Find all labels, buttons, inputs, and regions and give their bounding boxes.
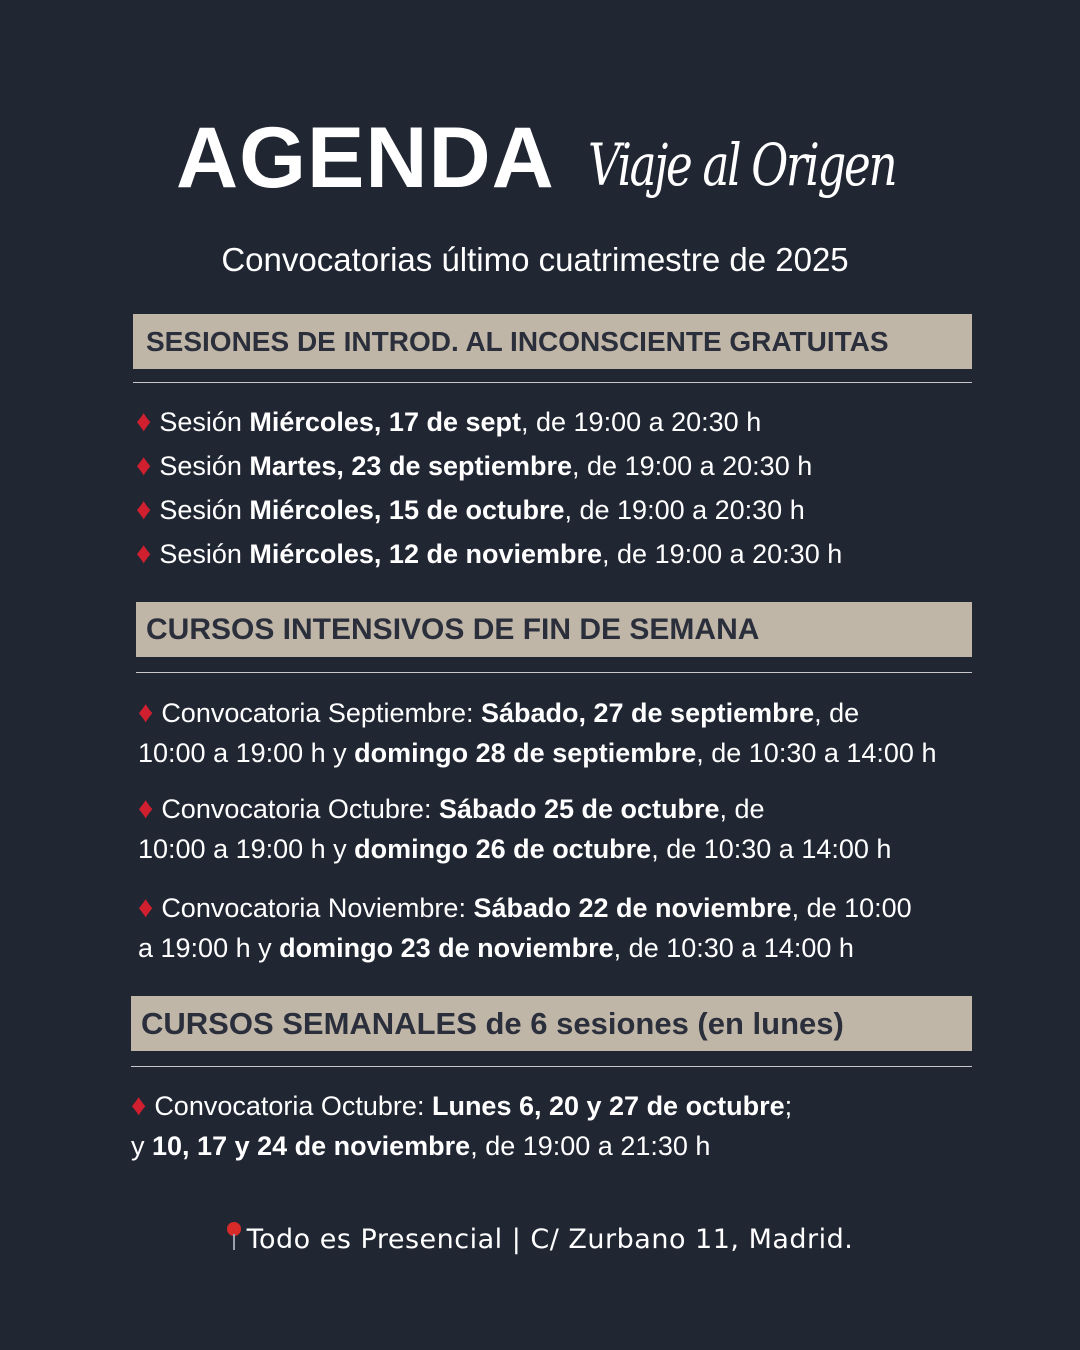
item-date: Sábado 22 de noviembre xyxy=(473,893,792,923)
item-date: Miércoles, 12 de noviembre xyxy=(249,539,603,569)
diamond-icon: ♦ xyxy=(136,493,152,526)
item-time: , de 19:00 a 20:30 h xyxy=(572,451,813,481)
diamond-icon: ♦ xyxy=(136,537,152,570)
item-prefix: Sesión xyxy=(159,495,250,525)
diamond-icon: ♦ xyxy=(136,449,152,482)
item-time: y xyxy=(131,1131,153,1161)
item-date: Sábado 25 de octubre xyxy=(438,794,720,824)
subtitle: Convocatorias último cuatrimestre de 2025 xyxy=(221,241,849,278)
list-item xyxy=(136,400,761,444)
item-time: ; xyxy=(784,1091,793,1121)
diamond-icon: ♦ xyxy=(136,405,152,438)
item-date: Lunes 6, 20 y 27 de octubre xyxy=(431,1091,785,1121)
section-title-semanales: CURSOS SEMANALES de 6 sesiones (en lunes) xyxy=(131,996,972,1051)
item-time: , de xyxy=(719,794,765,824)
footer-text: Todo es Presencial | C/ Zurbano 11, Madrid. xyxy=(246,1224,854,1255)
item-time: , de 19:00 a 20:30 h xyxy=(521,407,762,437)
diamond-icon: ♦ xyxy=(138,891,154,924)
list-item xyxy=(136,488,805,532)
list-item xyxy=(136,444,812,488)
map-pin-icon xyxy=(227,1222,241,1252)
item-time: , de 19:00 a 20:30 h xyxy=(564,495,805,525)
list-item xyxy=(131,1086,792,1166)
item-prefix: Convocatoria Octubre: xyxy=(161,794,439,824)
item-time: , de 10:30 a 14:00 h xyxy=(696,738,937,768)
item-time: , de 10:30 a 14:00 h xyxy=(651,834,892,864)
item-time: a 19:00 h y xyxy=(138,933,280,963)
diamond-icon: ♦ xyxy=(138,792,154,825)
item-prefix: Convocatoria Octubre: xyxy=(154,1091,432,1121)
divider xyxy=(136,672,972,673)
footer xyxy=(0,1218,1080,1262)
item-date: 10, 17 y 24 de noviembre xyxy=(152,1131,471,1161)
item-prefix: Convocatoria Noviembre: xyxy=(161,893,474,923)
list-item xyxy=(138,693,936,773)
item-time: , de 19:00 a 20:30 h xyxy=(602,539,843,569)
list-item xyxy=(138,789,891,869)
list-item xyxy=(138,888,912,968)
item-time: , de 19:00 a 21:30 h xyxy=(470,1131,711,1161)
title-row xyxy=(0,108,1080,228)
list-item xyxy=(136,532,842,576)
item-time: 10:00 a 19:00 h y xyxy=(138,834,355,864)
section-title-sesiones: SESIONES DE INTROD. AL INCONSCIENTE GRATUITAS xyxy=(133,314,972,369)
diamond-icon: ♦ xyxy=(131,1089,147,1122)
item-prefix: Sesión xyxy=(159,407,250,437)
item-prefix: Convocatoria Septiembre: xyxy=(161,698,481,728)
item-time: 10:00 a 19:00 h y xyxy=(138,738,355,768)
item-prefix: Sesión xyxy=(159,451,250,481)
item-time: , de 10:00 xyxy=(791,893,912,923)
section-title-intensivos: CURSOS INTENSIVOS DE FIN DE SEMANA xyxy=(136,602,972,657)
item-date: Miércoles, 17 de sept xyxy=(249,407,521,437)
item-time: , de 10:30 a 14:00 h xyxy=(613,933,854,963)
item-date: domingo 28 de septiembre xyxy=(354,738,697,768)
item-date: Martes, 23 de septiembre xyxy=(249,451,573,481)
item-date: Miércoles, 15 de octubre xyxy=(249,495,565,525)
divider xyxy=(131,1066,972,1067)
page-title: AGENDA xyxy=(176,110,555,206)
item-time: , de xyxy=(814,698,860,728)
item-date: Sábado, 27 de septiembre xyxy=(480,698,815,728)
item-date: domingo 23 de noviembre xyxy=(279,933,614,963)
diamond-icon: ♦ xyxy=(138,696,154,729)
script-title: Viaje al Origen xyxy=(588,131,896,199)
item-prefix: Sesión xyxy=(159,539,250,569)
divider xyxy=(133,382,972,383)
item-date: domingo 26 de octubre xyxy=(354,834,652,864)
